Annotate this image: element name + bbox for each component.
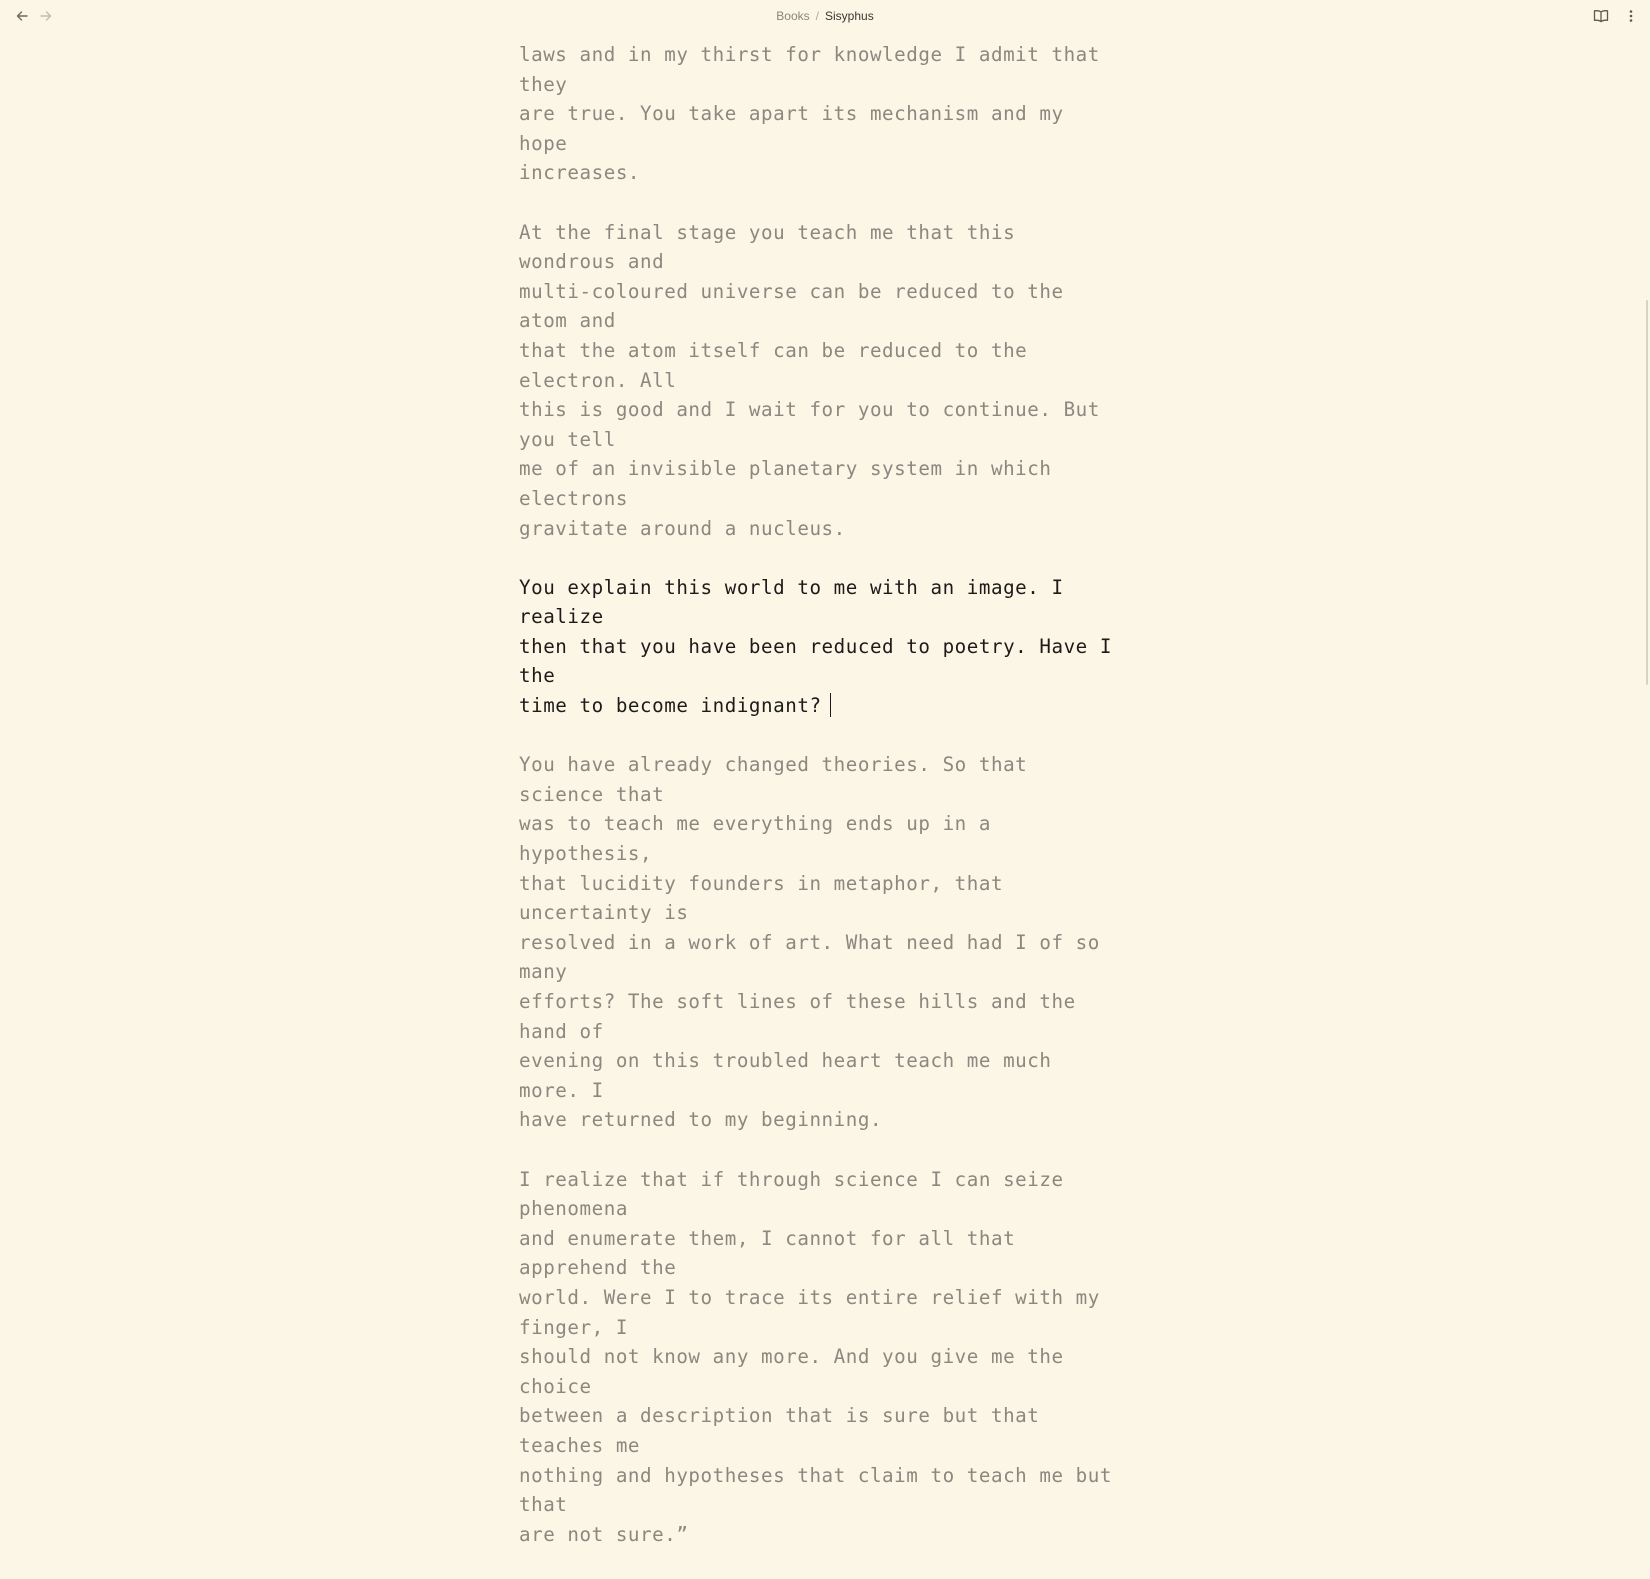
breadcrumb-parent[interactable]: Books <box>776 9 810 23</box>
scrollbar[interactable] <box>1644 300 1650 685</box>
active-paragraph-text: You explain this world to me with an image. I realize then that you have been reduced to poetry. Have I the time to become indignant? <box>519 575 1112 718</box>
breadcrumb-current[interactable]: Sisyphus <box>825 9 874 23</box>
top-bar <box>0 0 1650 32</box>
breadcrumb-separator: / <box>815 9 819 23</box>
paragraph[interactable]: laws and in my thirst for knowledge I admit that they are true. You take apart its mechanism and my hope increases. <box>519 43 1100 185</box>
text-cursor <box>830 693 832 717</box>
paragraph[interactable]: I realize that if through science I can seize phenomena and enumerate them, I cannot for all that apprehend the world. Were I to trace its entire relief with my finger, I should not know any more. And you give me the choice between a description that is sure but that teaches me nothing and hypotheses that claim to teach me but that are not sure.” <box>519 1167 1112 1546</box>
toolbar-right <box>1592 7 1640 25</box>
document-body[interactable] <box>519 0 1119 1579</box>
more-vertical-icon <box>1629 9 1633 23</box>
reading-mode-button[interactable] <box>1592 7 1610 25</box>
paragraph[interactable]: You have already changed theories. So that science that was to teach me everything ends up in a hypothesis, that lucidity founders in metaphor, that uncertainty is resolved in a work of art. What need had I of so many efforts? The soft lines of these hills and the hand of evening on this troubled heart teach me much more. I have returned to my beginning. <box>519 753 1100 1132</box>
paragraph[interactable]: At the final stage you teach me that this wondrous and multi-coloured universe can be reduced to the atom and that the atom itself can be reduced to the electron. All this is good and I wait for you to continue. But you tell me of an invisible planetary system in which electrons gravitate around a nucleus. <box>519 220 1100 540</box>
book-open-icon <box>1593 9 1609 23</box>
active-paragraph[interactable] <box>519 573 1119 721</box>
scrollbar-thumb[interactable] <box>1646 300 1648 685</box>
more-options-button[interactable] <box>1622 7 1640 25</box>
breadcrumb <box>0 9 1650 23</box>
